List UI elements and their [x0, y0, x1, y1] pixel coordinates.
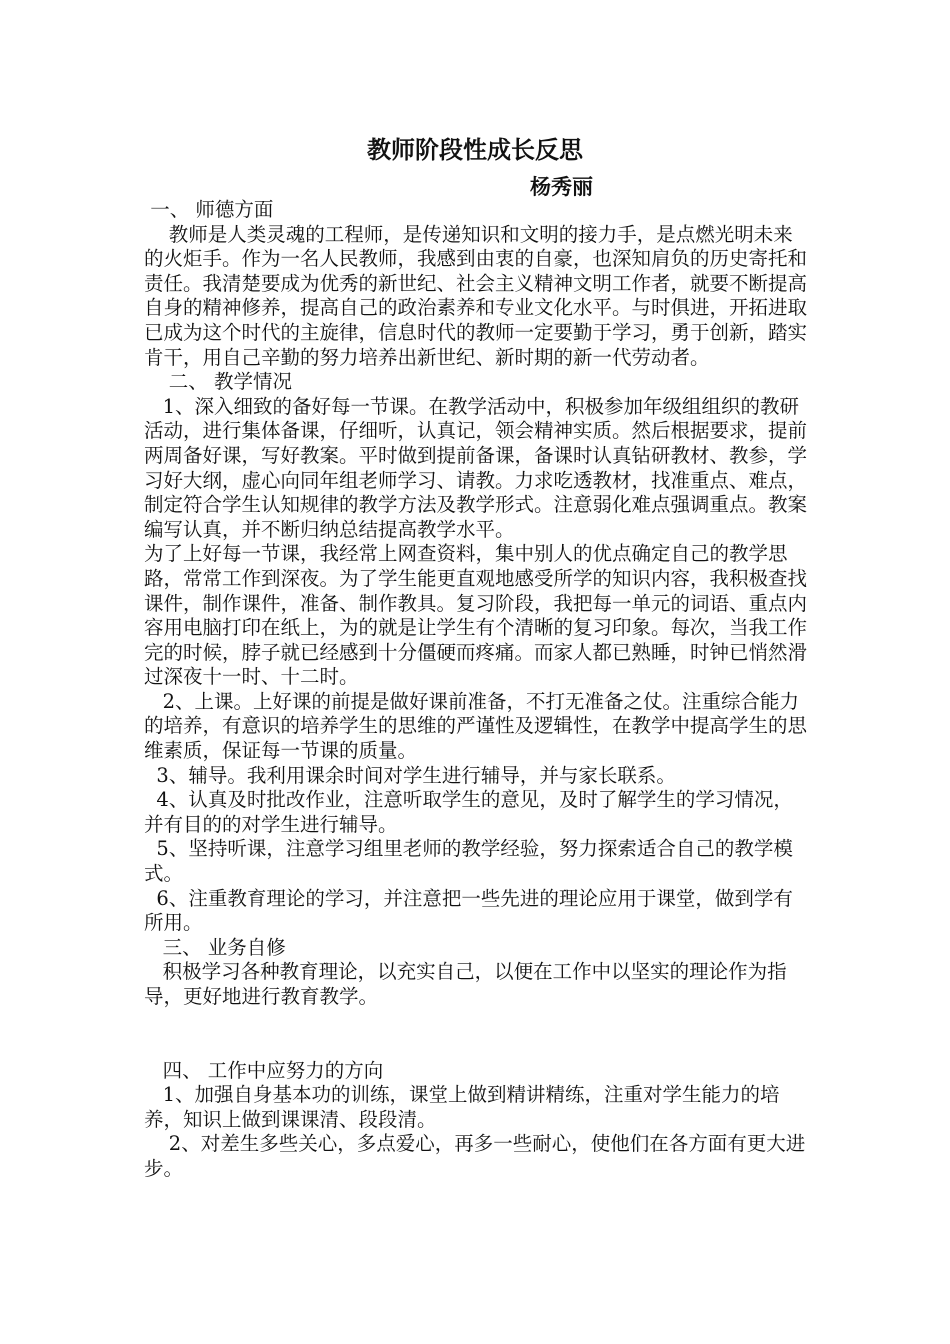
- paragraph: 1、加强自身基本功的训练，课堂上做到精讲精练，注重对学生能力的培养，知识上做到课课清、段段清。: [144, 1083, 780, 1131]
- paragraph: 6、注重教育理论的学习，并注意把一些先进的理论应用于课堂，做到学有所用。: [144, 886, 793, 935]
- document-title: 教师阶段性成长反思: [367, 135, 583, 164]
- paragraph: 积极学习各种教育理论，以充实自己，以便在工作中以坚实的理论作为指导，更好地进行教育教学。: [144, 960, 787, 1008]
- author-name: 杨秀丽: [530, 174, 593, 199]
- paragraph: 4、认真及时批改作业，注意听取学生的意见，及时了解学生的学习情况，并有目的的对学生进行辅导。: [144, 788, 793, 836]
- paragraph: 1、深入细致的备好每一节课。在教学活动中，积极参加年级组组织的教研活动，进行集体备课，仔细听，认真记，领会精神实质。然后根据要求，提前两周备好课，写好教案。平时做到提前备课，备课时认真钻研教材、教参，学习好大纲，虚心向同年组老师学习、请教。力求吃透教材，找准重点、难点，制定符合学生认知规律的教学方法及教学形式。注意弱化难点强调重点。教案编写认真，并不断归纳总结提高教学水平。: [144, 394, 808, 541]
- blank-line: [144, 1010, 812, 1059]
- paragraph: 2、上课。上好课的前提是做好课前准备，不打无准备之仗。注重综合能力的培养，有意识的培养学生的思维的严谨性及逻辑性，在教学中提高学生的思维素质，保证每一节课的质量。: [144, 689, 808, 763]
- section-heading-self-study: 三、 业务自修: [144, 935, 286, 959]
- paragraph: 为了上好每一节课，我经常上网查资料，集中别人的优点确定自己的教学思路，常常工作到深夜。为了学生能更直观地感受所学的知识内容，我积极查找课件，制作课件，准备、制作教具。复习阶段，我把每一单元的词语、重点内容用电脑打印在纸上，为的就是让学生有个清晰的复习印象。每次，当我工作完的时候，脖子就已经感到十分僵硬而疼痛。而家人都已熟睡，时钟已悄然滑过深夜十一时、十二时。: [144, 542, 808, 689]
- document-body: [144, 198, 812, 1182]
- section-heading-teaching: 二、 教学情况: [144, 370, 292, 394]
- section-heading-direction: 四、 工作中应努力的方向: [144, 1058, 384, 1082]
- section-heading-ethics: 一、 师德方面: [144, 198, 274, 221]
- paragraph: 5、坚持听课，注意学习组里老师的教学经验，努力探索适合自己的教学模式。: [144, 837, 793, 886]
- paragraph: 教师是人类灵魂的工程师，是传递知识和文明的接力手，是点燃光明未来的火炬手。作为一名人民教师，我感到由衷的自豪，也深知肩负的历史寄托和责任。我清楚要成为优秀的新世纪、社会主义精神文明工作者，就要不断提高自身的精神修养，提高自己的政治素养和专业文化水平。与时俱进，开拓进取已成为这个时代的主旋律，信息时代的教师一定要勤于学习，勇于创新，踏实肯干，用自己辛勤的努力培养出新世纪、新时期的新一代劳动者。: [144, 222, 808, 369]
- paragraph: 2、对差生多些关心，多点爱心，再多一些耐心，使他们在各方面有更大进步。: [144, 1132, 806, 1180]
- paragraph: 3、辅导。我利用课余时间对学生进行辅导，并与家长联系。: [144, 763, 676, 787]
